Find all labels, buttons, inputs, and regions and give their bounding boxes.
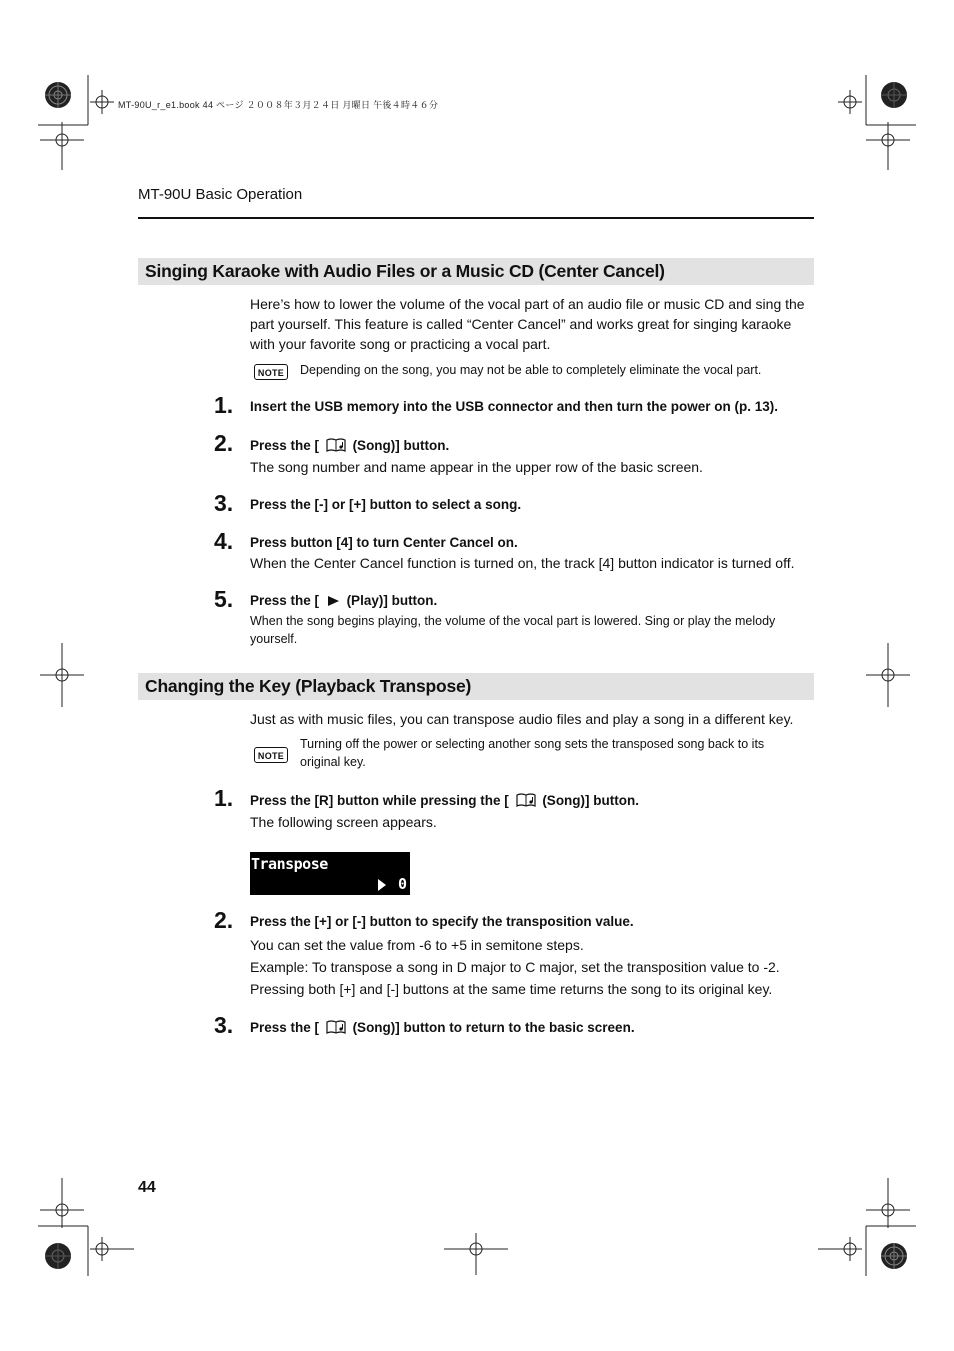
step-number: 1. <box>214 392 234 418</box>
header-rule <box>138 217 814 219</box>
step-text: Press the [ <box>250 1020 320 1035</box>
section-intro: Here’s how to lower the volume of the vocal part of an audio file or music CD and sing the part yourself. This feature is called “Center Cancel” and works great for singing karaoke with your favorite song or practicing a vocal part. <box>250 296 805 352</box>
step-description: When the Center Cancel function is turned on, the track [4] button indicator is turned off. <box>250 555 795 571</box>
step-text: (Song)] button to return to the basic screen. <box>352 1020 635 1035</box>
lcd-screen <box>250 852 410 895</box>
step-number: 3. <box>214 1012 234 1038</box>
step-text: (Play)] button. <box>346 593 438 608</box>
step-number: 1. <box>214 785 234 811</box>
song-book-icon <box>325 437 347 453</box>
step-number: 3. <box>214 490 234 516</box>
section-title: Changing the Key (Playback Transpose) <box>145 676 472 696</box>
step-instruction <box>250 593 437 608</box>
lcd-cursor-icon <box>378 879 386 891</box>
page-number: 44 <box>138 1179 156 1196</box>
lcd-title: Transpose <box>251 855 328 873</box>
step-description: You can set the value from -6 to +5 in semitone steps. <box>250 937 584 953</box>
note-text: Depending on the song, you may not be able to completely eliminate the vocal part. <box>300 363 762 377</box>
step-description: When the song begins playing, the volume of the vocal part is lowered. Sing or play the melody yourself. <box>250 614 776 646</box>
step-instruction <box>250 437 449 453</box>
note-icon: NOTE <box>254 747 288 763</box>
step-number: 2. <box>214 430 234 456</box>
step-instruction: Press button [4] to turn Center Cancel on. <box>250 535 518 550</box>
step-instruction <box>250 1019 635 1035</box>
step-instruction: Press the [-] or [+] button to select a song. <box>250 497 522 512</box>
play-icon <box>325 594 341 608</box>
step-text: Press the [R] button while pressing the [ <box>250 793 509 808</box>
section-heading <box>138 258 814 285</box>
song-book-icon <box>325 1019 347 1035</box>
step-number: 4. <box>214 528 234 554</box>
step-instruction <box>250 792 639 808</box>
step-description: The song number and name appear in the upper row of the basic screen. <box>250 459 703 475</box>
section-heading <box>138 673 814 700</box>
step-text: (Song)] button. <box>352 438 450 453</box>
running-header: MT-90U Basic Operation <box>138 186 303 203</box>
step-text: Press the [ <box>250 438 320 453</box>
step-instruction: Press the [+] or [-] button to specify the transposition value. <box>250 914 634 929</box>
step-text: (Song)] button. <box>542 793 640 808</box>
song-book-icon <box>515 792 537 808</box>
print-info: MT-90U_r_e1.book 44 ページ ２００８年３月２４日 月曜日 午後４時４６分 <box>118 100 439 110</box>
note-icon: NOTE <box>254 364 288 380</box>
step-text: Press the [ <box>250 593 320 608</box>
lcd-value: 0 <box>397 875 407 893</box>
note-text: Turning off the power or selecting another song sets the transposed song back to its original key. <box>300 737 765 769</box>
section-intro: Just as with music files, you can transpose audio files and play a song in a different key. <box>250 711 794 727</box>
section-title: Singing Karaoke with Audio Files or a Music CD (Center Cancel) <box>145 261 665 281</box>
step-description: Pressing both [+] and [-] buttons at the same time returns the song to its original key. <box>250 981 773 997</box>
step-description: The following screen appears. <box>250 814 437 830</box>
step-number: 5. <box>214 586 234 612</box>
step-instruction: Insert the USB memory into the USB connector and then turn the power on (p. 13). <box>250 399 779 414</box>
step-description: Example: To transpose a song in D major to C major, set the transposition value to -2. <box>250 959 780 975</box>
step-number: 2. <box>214 907 234 933</box>
